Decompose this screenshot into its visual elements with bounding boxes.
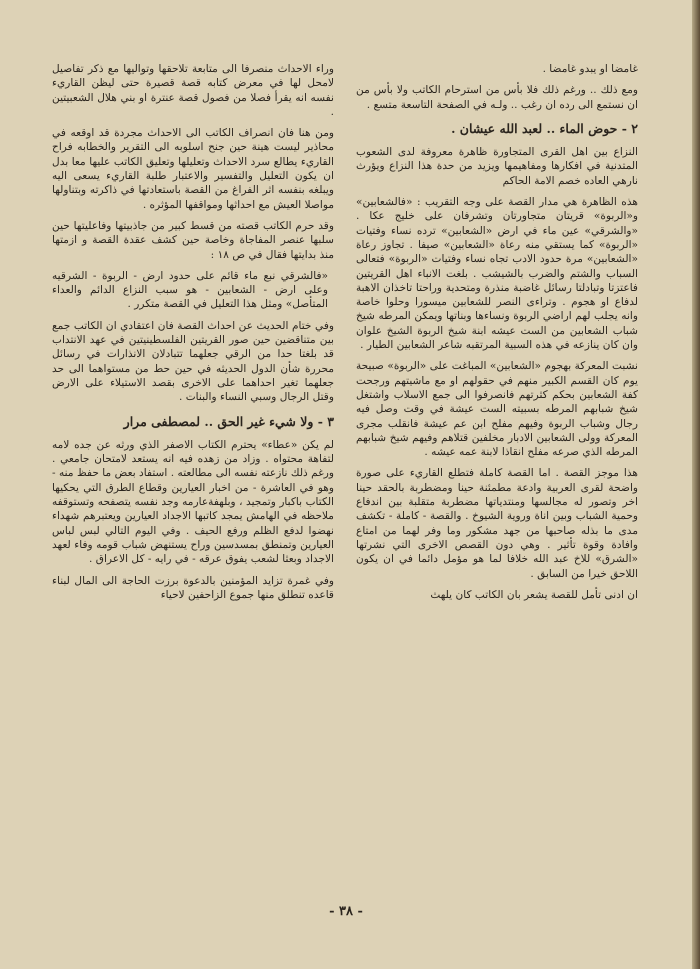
paragraph: ان ادنى تأمل للقصة يشعر بان الكاتب كان يلهث (430, 588, 638, 601)
paragraph: وقد حرم الكاتب قصته من قسط كبير من جاذبيتها وفاعليتها حين سلبها عنصر المفاجاة وخاصة حين كشف عقدة القصة و ازمتها منذ بدايتها فقال في ص ١٨ : (52, 219, 334, 261)
paragraph: لم يكن «عطاء» يحترم الكتاب الاصفر الذي ورثه عن جده لامه لتفاهة محتواه . وزاد من زهده فيه انه يستعد لامتحان جامعي . ورغم ذلك نازعته نفسه الى مطالعته . استفاد بعض ما حفظ منه - وهو في العاشرة - من اخبار العيارين وقطاع الطرق التي يحكيها الكتاب باكبار وتمجيد ، وبلهفةعارمه وجد نفسه يتصفحه وتستوقفه ملاحظه في الهامش يمجد كاتبها الاجداد العيارين ويعتبرهم شهداء نهضوا لدفع الظلم ورفع الحيف . وفي اليوم التالي لبس لباس العيارين وتمنطق بمسدسين وراح يستنهض شباب قومه وفاء لعهد الاجداد وبعثا لشعب يفوق عرقه - في رايه - كل الاعراق . (52, 438, 334, 566)
right-column (356, 62, 638, 609)
paragraph: نشبت المعركة بهجوم «الشعابين» المباغت على «الربوة» صبيحة يوم كان القسم الكبير منهم في حقولهم او مع ماشيتهم ورجحت كفة الشعابين بحكم كثرتهم فانصرفوا الى جمع الاسلاب واشتغل شيخ شبابهم المرطه بسبيته الست عيشة في وقت وصل فيه رجال وشباب الربوة وفيهم مفلح ابن عم عيشة فانقلب مجرى المعركة وولى الشعابين الادبار مخلفين قتلاهم وفيهم شيخ شبابهم المرطه الذي صرعه مفلح انقاذا لابنة عمه عيشه . (356, 360, 638, 459)
left-column (52, 62, 334, 609)
page-edge (692, 0, 700, 969)
paragraph: ومع ذلك .. ورغم ذلك فلا بأس من استرحام الكاتب ولا بأس من ان نستمع الى رده ان رغب .. ولـه في الصفحة التاسعة متسع . (356, 84, 638, 111)
paragraph: غامضا او يبدو غامضا . (542, 63, 638, 75)
section-heading: ٢ - حوض الماء .. لعبد الله عيشان . (451, 120, 638, 136)
paragraph: ومن هنا فان انصراف الكاتب الى الاحداث مجردة قد اوقعه في محاذير ليست هينة حين جنح اسلوبه الى التقرير والخطابه فراح القاريء يطالع سرد الاحداث وتعليلها وتعليق الكاتب عليها معا بدل ان يكون التعليل والتفسير والاعتبار طلبة القاريء يسعى اليه ويبلغه بنفسه اثر الفراغ من القصة باستعادتها في ذاكرته وبتناولها مواصلا العيش مع احداثها ومواقفها المؤثره . (52, 127, 334, 211)
paragraph: النزاع بين اهل القرى المتجاورة ظاهرة معروفة لدى الشعوب المتدنية في افكارها ومفاهيمها ويزيد من حدة هذا النزاع ويؤرث نارهي العاده خصم الامة الحاكم (356, 146, 638, 187)
paragraph: هذا موجز القصة . اما القصة كاملة فتطلع القاريء على صورة واضحة لقرى العربية وادعة مطمئنة حينا ومضطربة بالحقد حينا اخر وتصور له مجالسها ومنتدياتها مضطربة متقلبة بين اندفاع وحمية الشباب وبين اناة وروية الشيوخ . والقصة - كاملة - تكشف مدى ما بذله صاحبها من جهد مشكور وما وفر لهما من امتاع وافادة وقوة تأثير . وهي دون القصص الاخرى التي نشرتها «الشرق» للاخ عبد الله خلافا لما هو مؤمل دائما في ان يكون اللاحق خيرا من السابق . (356, 467, 638, 580)
paragraph: وفي غمرة تزايد المؤمنين بالدعوة برزت الحاجة الى المال لبناء قاعده تنطلق منها جموع الزاحفين لاحياء (52, 574, 334, 601)
paragraph: هذه الظاهرة هي مدار القصة على وجه التقريب : «فالشعابين» و«الربوة» قريتان متجاورتان وتشرفان على خليج عكا . «والشرقي» عين ماء في ارض «الشعابين» ترده نساء وفتيات «الربوة» كما يستقي منه رعاة «الشعابين» صيفا . تجاوز رعاة «الشعابين» مرة حدود الادب تجاه نساء وفتيات «الربوة» فتعالى السباب والشتم والضرب بالشيشب . بلغت الانباء اهل القريتين فاعتزتا وتبادلتا رسائل غاضبة منذرة ومتحدية وراحتا تاخذان الاهبة لدفاع او هجوم . وتراءى النصر للشعابين ميسورا وحلوا خاصة وانه يجلب لهم اراضي الربوة ونساءها وبناتها ويمكن المرطه شيخ شباب الشعابين من الست عيشه ابنة شيخ الربوة الشيخ علوان وان كان ينازعه في هذه السبية المرتقبه شاعر الشعابين الطيار . (356, 196, 638, 352)
quotation: «فالشرقي نبع ماء قائم على حدود ارض - الربوة - الشرقيه وعلى ارض - الشعابين - هو سبب النزاع الدائم والعداء المتأصل» ومثل هذا التعليل في القصة متكرر . (52, 269, 328, 311)
paragraph: وفي ختام الحديث عن احداث القصة فان اعتقادي ان الكاتب جمع بين متناقضين حين صور القريتين الفلسطينيتين في عهد الانتداب قد بلغتا حدا من الرقي جعلهما تتبادلان الانذارات في رسائل محررة شأن الدول الحديثه في حين حط من مستواهما الى حد جعلهما تغير احداهما على الاخرى بقصد الاستيلاء على الارض وقتل الرجال وسبي النساء والبنات . (52, 319, 334, 404)
section-heading: ٣ - ولا شيء غير الحق .. لمصطفى مرار (123, 413, 334, 429)
page-number: - ٣٨ - (329, 904, 363, 919)
paragraph: وراء الاحداث منصرفا الى متابعة تلاحقها وتواليها مع ذكر تفاصيل لامحل لها في معرض كتابه قصة قصيرة حتى ليظن القاريء نفسه انه يقرأ فصلا من فصول قصة عنترة او بني هلال الشعبيتين . (52, 63, 334, 118)
